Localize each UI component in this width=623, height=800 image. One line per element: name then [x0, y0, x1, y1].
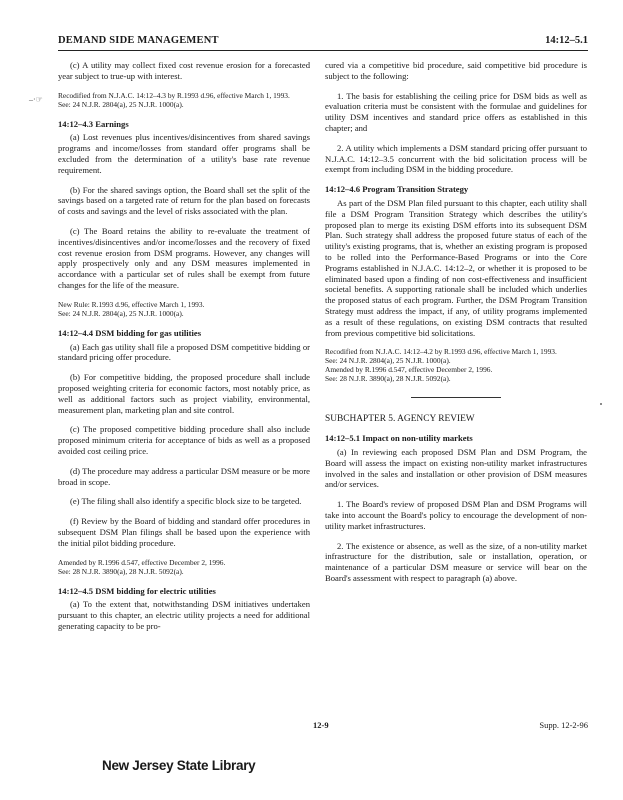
library-stamp: New Jersey State Library — [102, 758, 256, 773]
note-line: See: 24 N.J.R. 2804(a), 25 N.J.R. 1000(a). — [58, 99, 184, 109]
note-line: Amended by R.1996 d.547, effective December 2, 1996. — [325, 365, 493, 375]
section-heading: 14:12–4.6 Program Transition Strategy — [325, 184, 469, 195]
paragraph: (c) The Board retains the ability to re-evaluate the treatment of incentives/disincentives and/or income/losses and the recovery of fixed cost revenue erosion from DSM programs. However, any changes will apply prospectively only and any DSM measures implemented in accordance with a particular set of rules shall be exempt from future changes for the life of the measure. — [58, 225, 310, 290]
scan-speck — [600, 403, 602, 405]
note-line: Recodified from N.J.A.C. 14:12–4.3 by R.1993 d.96, effective March 1, 1993. — [58, 90, 290, 100]
paragraph: As part of the DSM Plan filed pursuant to this chapter, each utility shall file a DSM Program Transition Strategy which describes the utility's proposed plan to merge its existing DSM efforts into its subsequent DSM Plan. Such strategy shall address the proposed future status of each of the utility's existing programs, that is, whether an existing program is proposed to be rolled into the Performance-Based Programs or into the Core Programs established in N.J.A.C. 14:12–2, or whether it is proposed to be eliminated based upon a finding of non cost-effectiveness and insufficient societal benefits. A supporting rationale shall be included which underlies the proposed status of each program. Further, the DSM Program Transition Strategy must address the impact, if any, of utility programs implemented as a result of these regulations, on existing DSM contracts that resulted from previous competitive bid solicitations. — [325, 197, 587, 338]
paragraph: (a) Lost revenues plus incentives/disincentives from shared savings programs and income/losses from standard offer programs shall be excluded from the determination of a utility's base rate revenue requirement. — [58, 132, 310, 175]
paragraph: (c) A utility may collect fixed cost revenue erosion for a forecasted year subject to true-up with interest. — [58, 60, 310, 81]
section-heading: 14:12–4.5 DSM bidding for electric utilities — [58, 585, 216, 596]
list-item: 1. The basis for establishing the ceiling price for DSM bids as well as evaluation criteria must be consistent with the formulae and guidelines for utility DSM incentives and standard price offers as established in this chapter; and — [325, 90, 587, 133]
section-heading: 14:12–5.1 Impact on non-utility markets — [325, 433, 473, 444]
list-item: 2. A utility which implements a DSM standard pricing offer pursuant to N.J.A.C. 14:12–3.5 concurrent with the bid solicitation process will be exempt from including DSM in the bidding procedure. — [325, 142, 587, 175]
paragraph: (b) For the shared savings option, the Board shall set the split of the savings based on a targeted rate of return for the plan based on forecasts of costs and savings and the level of risks associated with the plan. — [58, 184, 310, 217]
note-line: See: 24 N.J.R. 2804(a), 25 N.J.R. 1000(a). — [325, 356, 451, 366]
history-note — [58, 91, 310, 109]
paragraph: (b) For competitive bidding, the proposed procedure shall include proposed weighting criteria for economic factors, most notably price, as well as additional factors such as project viability, environmental, measurement plan, marketing plan and site control. — [58, 372, 310, 415]
supplement-date: Supp. 12-2-96 — [539, 720, 588, 730]
paragraph: (e) The filing shall also identify a specific block size to be targeted. — [70, 496, 302, 507]
history-note — [58, 300, 310, 318]
running-header — [58, 32, 588, 51]
paragraph: (a) Each gas utility shall file a proposed DSM competitive bidding or standard pricing offer procedure. — [58, 341, 310, 363]
note-line: See: 24 N.J.R. 2804(a), 25 N.J.R. 1000(a). — [58, 308, 184, 318]
page-footer — [58, 720, 588, 734]
section-heading: 14:12–4.3 Earnings — [58, 118, 129, 129]
note-line: Amended by R.1996 d.547, effective December 2, 1996. — [58, 557, 226, 567]
paragraph: (c) The proposed competitive bidding procedure shall also include proposed minimum criteria for acceptance of bids as well as a proposed avoided cost ceiling price. — [58, 424, 310, 456]
note-line: New Rule: R.1993 d.96, effective March 1, 1993. — [58, 299, 205, 309]
paragraph: (a) To the extent that, notwithstanding DSM initiatives undertaken pursuant to this chapter, an electric utility projects a need for additional generating capacity to be pro- — [58, 599, 310, 631]
history-note — [58, 558, 310, 576]
header-title: DEMAND SIDE MANAGEMENT — [58, 35, 219, 46]
left-column — [58, 60, 310, 641]
header-section-number: 14:12–5.1 — [545, 35, 588, 46]
note-line: See: 28 N.J.R. 3890(a), 28 N.J.R. 5092(a). — [58, 566, 184, 576]
history-note — [325, 347, 587, 383]
paragraph: (d) The procedure may address a particular DSM measure or be more broad in scope. — [58, 465, 310, 487]
paragraph: (a) In reviewing each proposed DSM Plan and DSM Program, the Board will assess the impact on existing non-utility market infrastructures involved in the sales and installation or other provision of DSM measures and/or services. — [325, 446, 587, 490]
right-column — [325, 60, 587, 593]
section-heading: 14:12–4.4 DSM bidding for gas utilities — [58, 327, 202, 338]
note-line: See: 28 N.J.R. 3890(a), 28 N.J.R. 5092(a). — [325, 374, 451, 384]
subchapter-heading: SUBCHAPTER 5. AGENCY REVIEW — [325, 414, 475, 425]
list-item: 1. The Board's review of proposed DSM Plan and DSM Programs will take into account the Board's policy to encourage the development of non-utility market infrastructures. — [325, 499, 587, 531]
paragraph: cured via a competitive bid procedure, said competitive bid procedure is subject to the following: — [325, 60, 587, 81]
paragraph: (f) Review by the Board of bidding and standard offer procedures in subsequent DSM Plan filings shall be based upon the experience with the initial pilot bidding procedure. — [58, 516, 310, 548]
margin-pointer-mark: –·☞ — [29, 95, 43, 104]
list-item: 2. The existence or absence, as well as the size, of a non-utility market infrastructure for the distribution, sale or installation, operation, or maintenance of a particular DSM measure or service will bear on the Board's assessment with respect to paragraph (a) above. — [325, 540, 587, 583]
page-number: 12-9 — [313, 720, 329, 730]
note-line: Recodified from N.J.A.C. 14:12–4.2 by R.1993 d.96, effective March 1, 1993. — [325, 347, 557, 357]
section-divider — [411, 397, 501, 398]
